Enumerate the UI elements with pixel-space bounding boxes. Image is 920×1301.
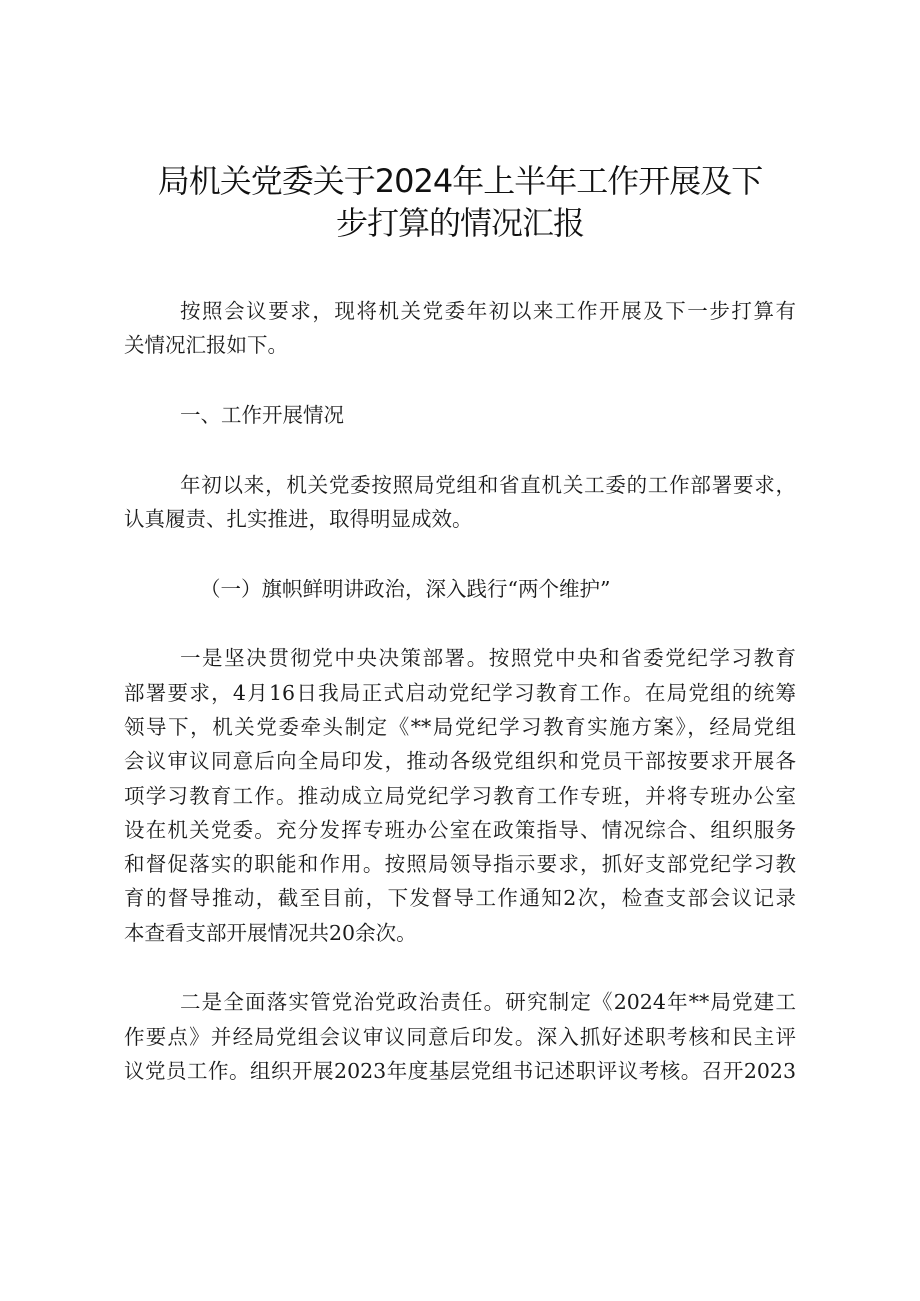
subsection-heading-1 [124,572,796,606]
text-line: 部署要求，4月16日我局正式启动党纪学习教育工作。在局党组的统筹 [124,680,796,705]
section-heading-1 [124,398,796,432]
text-line: 领导下，机关党委牵头制定《**局党纪学习教育实施方案》，经局党组 [124,714,796,739]
text-line: 项学习教育工作。推动成立局党纪学习教育工作专班，并将专班办公室 [124,783,796,808]
paragraph-point-1 [124,641,796,950]
text-line: 本查看支部开展情况共20余次。 [124,920,417,945]
text-line: （一）旗帜鲜明讲政治，深入践行“两个维护” [200,576,611,601]
title-line-1: 局机关党委关于2024年上半年工作开展及下 [157,162,763,200]
text-line: 和督促落实的职能和作用。按照局领导指示要求，抓好支部党纪学习教 [124,852,796,877]
paragraph-intro [124,294,796,363]
text-line: 按照会议要求，现将机关党委年初以来工作开展及下一步打算有 [180,299,796,323]
text-line: 一、工作开展情况 [180,402,344,427]
text-line: 一是坚决贯彻党中央决策部署。按照党中央和省委党纪学习教育 [180,646,796,671]
title-line-2: 步打算的情况汇报 [335,204,584,242]
paragraph-point-2 [124,985,796,1088]
text-line: 作要点》并经局党组会议审议同意后印发。深入抓好述职考核和民主评 [124,1024,796,1049]
text-line: 关情况汇报如下。 [124,333,288,358]
text-line: 二是全面落实管党治党政治责任。研究制定《2024年**局党建工 [180,990,796,1015]
document-body [124,294,796,1088]
document-title [120,160,800,244]
text-line: 年初以来，机关党委按照局党组和省直机关工委的工作部署要求， [180,472,796,497]
text-line: 议党员工作。组织开展2023年度基层党组书记述职评议考核。召开2023 [124,1059,796,1083]
text-line: 育的督导推动，截至目前，下发督导工作通知2次，检查支部会议记录 [124,886,796,911]
text-line: 会议审议同意后向全局印发，推动各级党组织和党员干部按要求开展各 [124,749,796,774]
paragraph-overview [124,468,796,537]
text-line: 设在机关党委。充分发挥专班办公室在政策指导、情况综合、组织服务 [124,817,796,842]
text-line: 认真履责、扎实推进，取得明显成效。 [124,506,473,531]
